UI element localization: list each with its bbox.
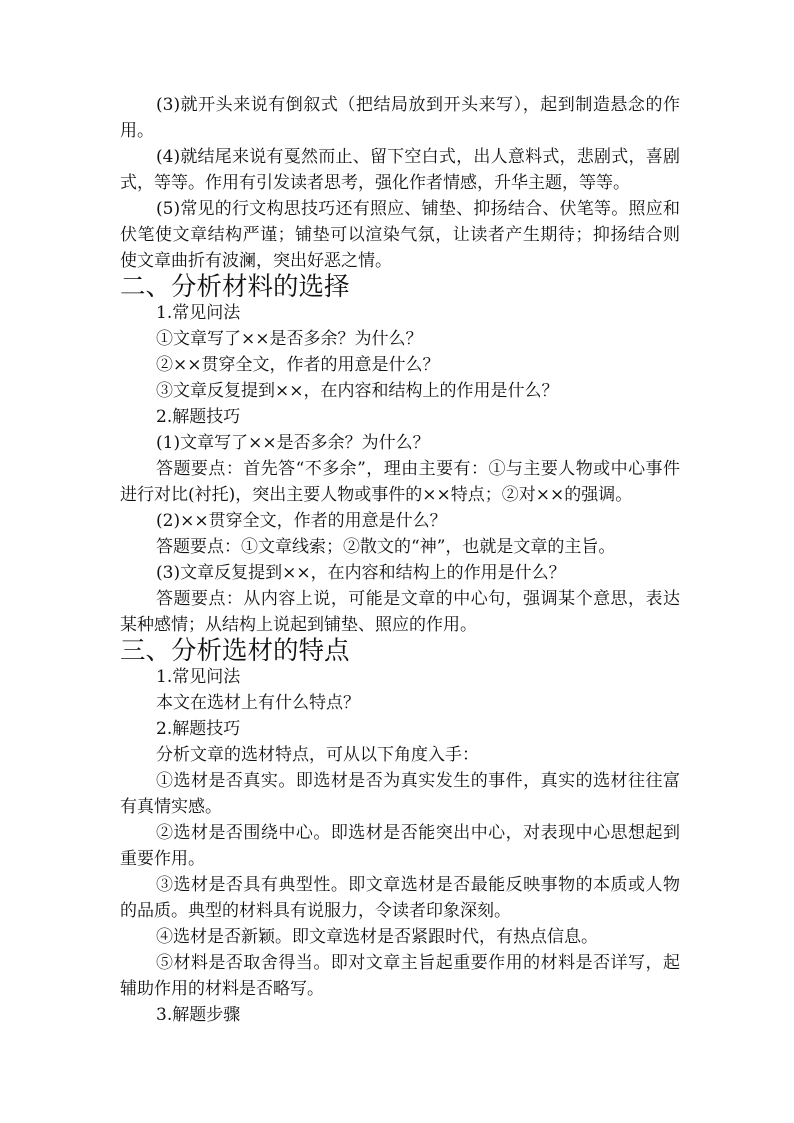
- paragraph-opening-technique: (3)就开头来说有倒叙式（把结局放到开头来写），起到制造悬念的作用。: [120, 95, 680, 141]
- list-item: 1.常见问法: [156, 667, 241, 687]
- list-item: (3)文章反复提到××，在内容和结构上的作用是什么？: [156, 563, 566, 583]
- list-item: ③文章反复提到××，在内容和结构上的作用是什么？: [156, 381, 559, 401]
- list-item: 答题要点：首先答“不多余”，理由主要有：①与主要人物或中心事件进行对比(衬托)，突出主要人物或事件的××特点；②对××的强调。: [120, 459, 680, 505]
- list-item: ⑤材料是否取舍得当。即对文章主旨起重要作用的材料是否详写，起辅助作用的材料是否略写。: [120, 953, 680, 999]
- section-heading-material-selection: 二、分析材料的选择: [120, 272, 350, 302]
- list-item: 答题要点：①文章线索；②散文的“神”，也就是文章的主旨。: [156, 537, 616, 557]
- list-item: ②选材是否围绕中心。即选材是否能突出中心，对表现中心思想起到重要作用。: [120, 823, 680, 869]
- paragraph-structure-techniques: (5)常见的行文构思技巧还有照应、铺垫、抑扬结合、伏笔等。照应和伏笔使文章结构严谨；铺垫可以渲染气氛，让读者产生期待；抑扬结合则使文章曲折有波澜，突出好恶之情。: [120, 199, 680, 271]
- section-heading-material-features: 三、分析选材的特点: [120, 636, 350, 666]
- list-item: ③选材是否具有典型性。即文章选材是否最能反映事物的本质或人物的品质。典型的材料具有说服力，令读者印象深刻。: [120, 875, 680, 921]
- list-item: 本文在选材上有什么特点？: [156, 693, 360, 713]
- list-item: 3.解题步骤: [156, 1005, 241, 1025]
- list-item: ④选材是否新颖。即文章选材是否紧跟时代，有热点信息。: [156, 927, 598, 947]
- paragraph-ending-technique: (4)就结尾来说有戛然而止、留下空白式，出人意料式，悲剧式，喜剧式，等等。作用有引发读者思考，强化作者情感，升华主题，等等。: [120, 147, 680, 193]
- list-item: 答题要点：从内容上说，可能是文章的中心句，强调某个意思，表达某种感情；从结构上说起到铺垫、照应的作用。: [120, 589, 680, 635]
- list-item: ①文章写了××是否多余？为什么？: [156, 329, 423, 349]
- list-item: 2.解题技巧: [156, 719, 241, 739]
- list-item: 2.解题技巧: [156, 407, 241, 427]
- document-body: [120, 92, 680, 1028]
- list-item: (1)文章写了××是否多余？为什么？: [156, 433, 430, 453]
- list-item: ①选材是否真实。即选材是否为真实发生的事件，真实的选材往往富有真情实感。: [120, 771, 680, 817]
- list-item: (2)××贯穿全文，作者的用意是什么？: [156, 511, 447, 531]
- list-item: ②××贯穿全文，作者的用意是什么？: [156, 355, 440, 375]
- list-item: 分析文章的选材特点，可从以下角度入手：: [156, 745, 479, 765]
- list-item: 1.常见问法: [156, 303, 241, 323]
